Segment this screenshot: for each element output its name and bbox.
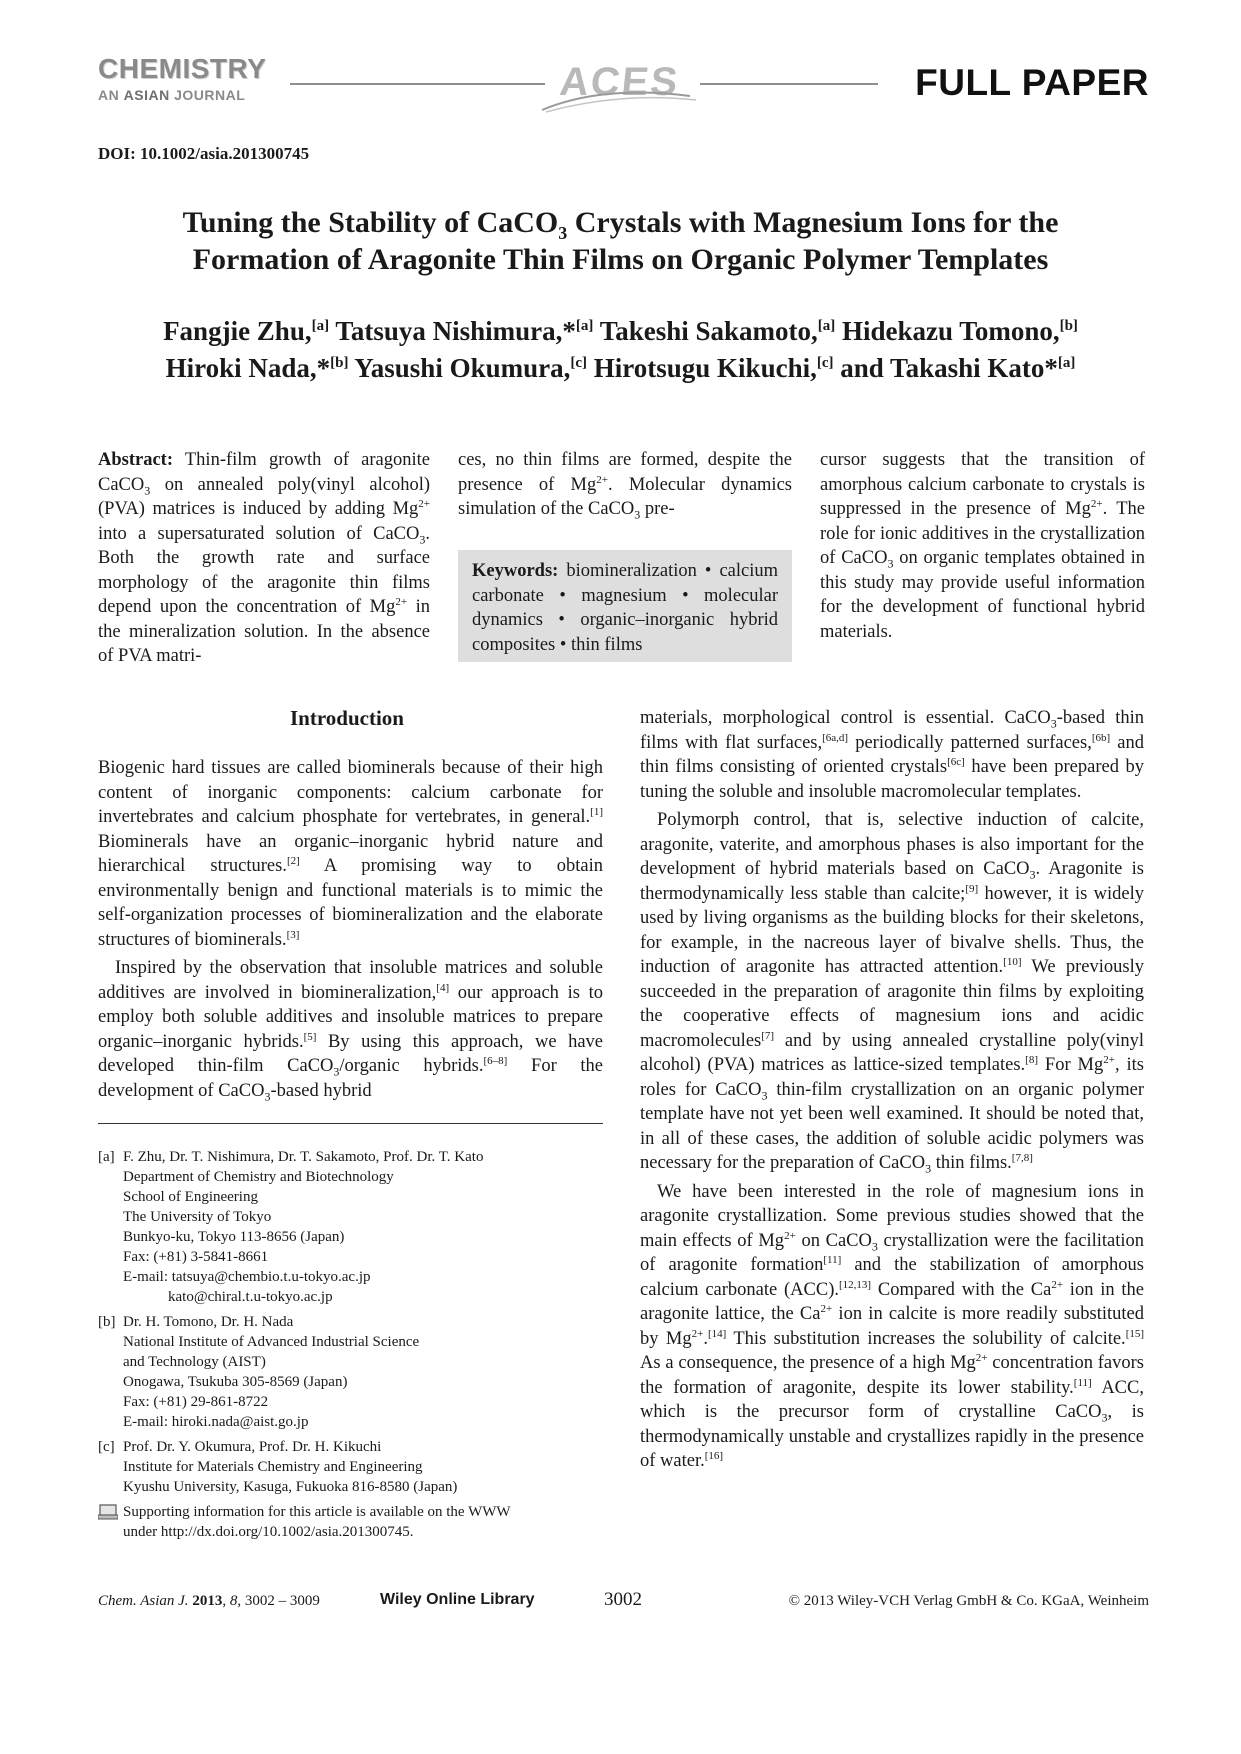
author: Hirotsugu Kikuchi, bbox=[593, 353, 817, 383]
supporting-information-note: Supporting information for this article is available on the WWW under http://dx.doi.org/10.1002/asia.201300745. bbox=[98, 1502, 603, 1542]
author: Hiroki Nada,* bbox=[165, 353, 331, 383]
article-title: Tuning the Stability of CaCO$_3$ Crystals with Magnesium Ions for the Formation of Aragonite Thin Films on Organic Polymer Templates bbox=[182, 206, 1059, 276]
keywords-box: Keywords: biomineralization • calcium carbonate • magnesium • molecular dynamics • organic–inorganic hybrid composites • thin films bbox=[458, 550, 792, 662]
keywords-label: Keywords: bbox=[472, 561, 559, 581]
footnote-rule bbox=[98, 1123, 603, 1124]
author: Tatsuya Nishimura,* bbox=[335, 316, 576, 346]
affiliation-footnotes bbox=[98, 1147, 603, 1542]
section-heading-introduction: Introduction bbox=[290, 706, 404, 730]
abstract-column-2: ces, no thin films are formed, despite the presence of $Mg^{2+}$. Molecular dynamics simulation of the CaCO$_3$ pre- bbox=[458, 450, 792, 522]
paragraph: Polymorph control, that is, selective induction of calcite, aragonite, vaterite, and amorphous phases is also important for the development of hybrid materials based on CaCO$_3$. Aragonite is thermodynamically less stable than calcite;[9] however, it is widely used by living organisms as the building blocks for their skeletons, for example, in the nacreous layer of bivalve shells. Thus, the induction of aragonite has attracted attention.[10] We previously succeeded in the preparation of aragonite thin films by exploiting the cooperative effects of magnesium ions and acidic macromolecules[7] and by using annealed crystalline poly(vinyl alcohol) (PVA) matrices as lattice-sized templates.[8] For $Mg^{2+}$, its roles for CaCO$_3$ thin-film crystallization on an organic polymer template have not yet been well examined. It should be noted that, in all of these cases, the addition of soluble acidic polymers was necessary for the preparation of CaCO$_3$ thin films.[7,8] bbox=[640, 810, 1145, 1176]
article-type: FULL PAPER bbox=[915, 62, 1149, 103]
header-rule-left bbox=[290, 83, 545, 85]
journal-logo-subtitle: AN ASIAN JOURNAL bbox=[98, 87, 246, 103]
body-column-2 bbox=[640, 706, 1144, 1474]
body-column-1 bbox=[98, 756, 603, 1103]
journal-logo-title: CHEMISTRY bbox=[98, 53, 267, 84]
affiliation-b: [b] Dr. H. Tomono, Dr. H. Nada National Institute of Advanced Industrial Science and Technology (AIST) Onogawa, Tsukuba 305-8569 (Japan) Fax: (+81) 29-861-8722 E-mail: hiroki.nada@aist.go.jp bbox=[98, 1314, 420, 1430]
journal-logo bbox=[98, 55, 266, 103]
header-rule-right bbox=[700, 83, 878, 85]
author: and Takashi Kato* bbox=[840, 353, 1058, 383]
footer-citation: Chem. Asian J. 2013, 8, 3002 – 3009 bbox=[98, 1593, 320, 1609]
paragraph: Inspired by the observation that insoluble matrices and soluble additives are involved in biomineralization,[4] our approach is to employ both soluble additives and insoluble matrices to prepare organic–inorganic hybrids.[5] By using this approach, we have developed thin-film CaCO$_3$/organic hybrids.[6–8] For the development of CaCO$_3$-based hybrid bbox=[98, 958, 604, 1104]
abstract-column-3: cursor suggests that the transition of amorphous calcium carbonate to crystals is suppressed in the presence of $Mg^{2+}$. The role for ionic additives in the crystallization of CaCO$_3$ on organic templates obtained in this study may provide useful information for the development of functional hybrid materials. bbox=[820, 450, 1145, 642]
author: Takeshi Sakamoto, bbox=[599, 316, 818, 346]
paragraph: We have been interested in the role of magnesium ions in aragonite crystallization. Some previous studies showed that the main effects of $Mg^{2+}$ on CaCO$_3$ crystallization were the facilitation of aragonite formation[11] and the stabilization of amorphous calcium carbonate (ACC).[12,13] Compared with the $Ca^{2+}$ ion in the aragonite lattice, the $Ca^{2+}$ ion in calcite is more readily substituted by $Mg^{2+}.[14]$ This substitution increases the solubility of calcite.[15] As a consequence, the presence of a high $Mg^{2+}$ concentration favors the formation of aragonite, despite its lower stability.[11] ACC, which is the precursor form of crystalline CaCO$_3$, is thermodynamically unstable and crystallizes rapidly in the presence of water.[16] bbox=[640, 1181, 1145, 1471]
affiliation-a: [a] F. Zhu, Dr. T. Nishimura, Dr. T. Sakamoto, Prof. Dr. T. Kato Department of Chemistry and Biotechnology School of Engineering The University of Tokyo Bunkyo-ku, Tokyo 113-8656 (Japan) Fax: (+81) 3-5841-8661 E-mail: tatsuya@chembio.t.u-tokyo.ac.jp kato@chiral.t.u-tokyo.ac.jp bbox=[98, 1149, 484, 1305]
supporting-info-link[interactable]: under http://dx.doi.org/10.1002/asia.201300745. bbox=[123, 1524, 414, 1540]
copyright: © 2013 Wiley-VCH Verlag GmbH & Co. KGaA, Weinheim bbox=[788, 1593, 1149, 1609]
author: Yasushi Okumura, bbox=[354, 353, 571, 383]
abstract-column-1 bbox=[98, 448, 430, 669]
affiliation-c: [c] Prof. Dr. Y. Okumura, Prof. Dr. H. Kikuchi Institute for Materials Chemistry and Engineering Kyushu University, Kasuga, Fukuoka 816-8580 (Japan) bbox=[98, 1439, 458, 1495]
abstract-label: Abstract: bbox=[98, 450, 174, 470]
abstract-text-1: Thin-film growth of aragonite CaCO$_3$ on annealed poly(vinyl alcohol) (PVA) matrices is induced by adding $Mg^{2+}$ into a supersaturated solution of CaCO$_3$. Both the growth rate and surface morphology of the aragonite thin films depend upon the concentration of $Mg^{2+}$ in the mineralization solution. In the absence of PVA matri- bbox=[98, 450, 431, 666]
author-list: Fangjie Zhu,[a] Tatsuya Nishimura,*[a] Takeshi Sakamoto,[a] Hidekazu Tomono,[b] Hiroki Nada,*[b] Yasushi Okumura,[c] Hirotsugu Kikuchi,[c] and Takashi Kato*[a] bbox=[163, 316, 1078, 383]
doi: DOI: 10.1002/asia.201300745 bbox=[98, 144, 310, 163]
paragraph: Biogenic hard tissues are called biominerals because of their high content of inorganic components: calcium carbonate for invertebrates and calcium phosphate for vertebrates, in general.[1] Biominerals have an organic–inorganic hybrid nature and hierarchical structures.[2] A promising way to obtain environmentally benign and functional materials is to mimic the self-organization processes of biomineralization and the elaborate structures of biominerals.[3] bbox=[98, 758, 603, 950]
paragraph: materials, morphological control is essential. CaCO$_3$-based thin films with flat surfaces,[6a,d] periodically patterned surfaces,[6b] and thin films consisting of oriented crystals[6c] have been prepared by tuning the soluble and insoluble macromolecular templates. bbox=[640, 708, 1145, 802]
computer-icon bbox=[98, 1504, 118, 1520]
author: Fangjie Zhu, bbox=[163, 316, 312, 346]
aces-swoosh-icon bbox=[540, 84, 700, 114]
wiley-online-library-logo: Wiley Online Library bbox=[380, 1591, 535, 1608]
author: Hidekazu Tomono, bbox=[842, 316, 1060, 346]
page-number: 3002 bbox=[604, 1589, 642, 1610]
aces-logo: ACES bbox=[557, 60, 682, 104]
